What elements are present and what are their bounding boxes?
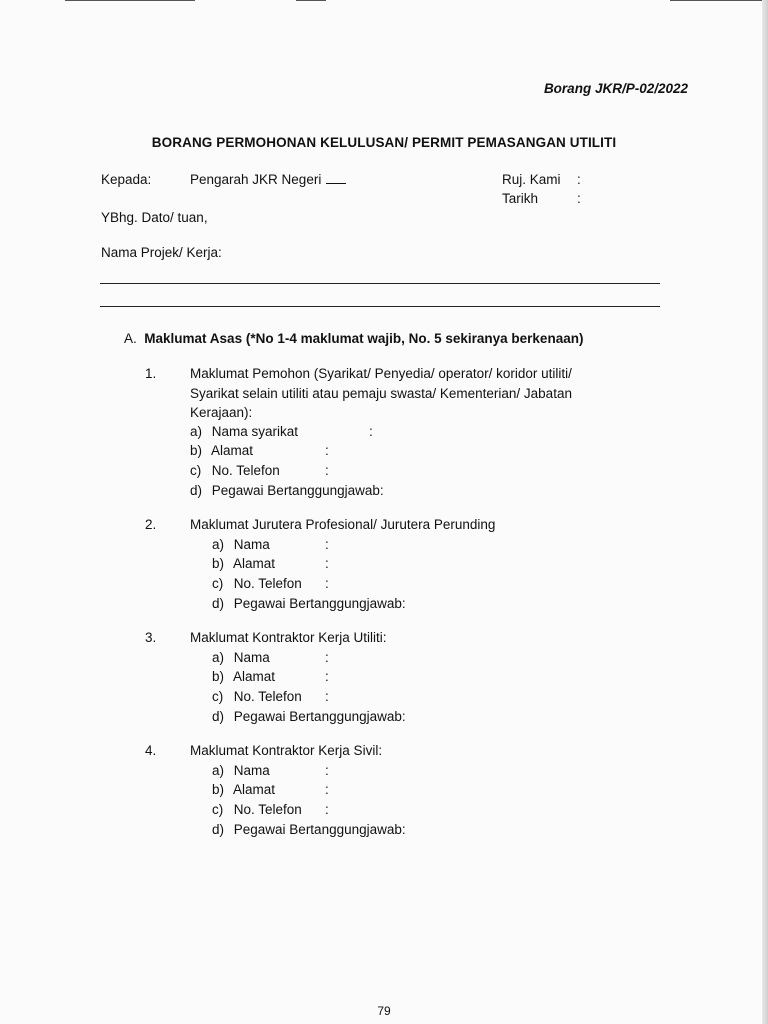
item-3-field-c-colon: : [325, 689, 329, 704]
field-label: Alamat [211, 443, 254, 458]
scan-page-edge [762, 0, 768, 1024]
field-letter: c) [212, 802, 224, 817]
scan-top-line-mid [296, 0, 326, 1]
item-2-field-c-colon: : [325, 576, 329, 591]
section-a-title: Maklumat Asas (*No 1-4 maklumat wajib, No. 5 sekiranya berkenaan) [144, 331, 584, 346]
item-4-field-a [212, 763, 270, 778]
field-letter: a) [190, 424, 203, 439]
scan-top-line-left [65, 0, 195, 1]
scan-top-line-right [670, 0, 768, 1]
field-label: Pegawai Bertanggungjawab: [211, 483, 384, 498]
item-1-field-a [190, 424, 298, 439]
item-1-field-d [190, 483, 384, 498]
kepada-label: Kepada: [101, 172, 152, 187]
field-letter: a) [212, 650, 225, 665]
item-2-text [190, 515, 495, 535]
item-1-line-2: Syarikat selain utiliti atau pemaju swasta/ Kementerian/ Jabatan [190, 385, 572, 401]
field-letter: a) [212, 537, 225, 552]
item-4-number: 4. [145, 743, 157, 758]
field-letter: c) [212, 576, 224, 591]
item-2-field-b [212, 556, 275, 571]
field-label: Alamat [233, 782, 276, 797]
item-4-line-1: Maklumat Kontraktor Kerja Sivil: [190, 743, 383, 758]
item-4-field-a-colon: : [325, 763, 329, 778]
project-rule-1 [100, 283, 660, 284]
salutation: YBhg. Dato/ tuan, [101, 210, 208, 225]
field-label: Pegawai Bertanggungjawab: [233, 596, 406, 611]
item-3-field-c [212, 689, 302, 704]
field-label: No. Telefon [233, 802, 302, 817]
item-3-field-a [212, 650, 270, 665]
field-label: Pegawai Bertanggungjawab: [233, 709, 406, 724]
item-1-field-c-colon: : [325, 463, 329, 478]
item-3-line-1: Maklumat Kontraktor Kerja Utiliti: [190, 630, 387, 645]
project-label: Nama Projek/ Kerja: [101, 245, 222, 260]
tarikh-label: Tarikh [502, 191, 539, 206]
ruj-colon: : [577, 172, 581, 187]
field-letter: c) [212, 689, 224, 704]
item-1-field-a-colon: : [369, 424, 373, 439]
kepada-value [190, 172, 346, 187]
item-3-field-d [212, 709, 406, 724]
item-4-field-c-colon: : [325, 802, 329, 817]
field-letter: b) [190, 443, 203, 458]
field-letter: d) [212, 596, 225, 611]
field-label: Nama [233, 763, 270, 778]
field-letter: d) [212, 822, 225, 837]
tarikh-colon: : [577, 191, 581, 206]
field-label: Nama [233, 650, 270, 665]
item-4-field-b [212, 782, 275, 797]
item-1-field-c [190, 463, 280, 478]
field-label: Nama [233, 537, 270, 552]
field-letter: b) [212, 782, 225, 797]
item-4-field-d [212, 822, 406, 837]
item-4-field-b-colon: : [325, 782, 329, 797]
field-label: No. Telefon [233, 576, 302, 591]
item-3-field-a-colon: : [325, 650, 329, 665]
item-1-text [190, 364, 572, 423]
field-label: No. Telefon [211, 463, 280, 478]
field-label: Alamat [233, 669, 276, 684]
field-letter: d) [212, 709, 225, 724]
item-3-number: 3. [145, 630, 157, 645]
item-3-field-b-colon: : [325, 669, 329, 684]
item-1-number: 1. [145, 366, 157, 381]
field-letter: b) [212, 669, 225, 684]
item-2-field-c [212, 576, 302, 591]
item-2-line-1: Maklumat Jurutera Profesional/ Jurutera Perunding [190, 517, 496, 532]
item-4-field-c [212, 802, 302, 817]
field-letter: b) [212, 556, 225, 571]
field-label: No. Telefon [233, 689, 302, 704]
section-a-letter: A. [124, 331, 137, 346]
item-1-field-b-colon: : [325, 443, 329, 458]
field-letter: d) [190, 483, 203, 498]
item-2-field-b-colon: : [325, 556, 329, 571]
project-rule-2 [100, 306, 660, 307]
field-label: Pegawai Bertanggungjawab: [233, 822, 406, 837]
field-letter: c) [190, 463, 202, 478]
kepada-value-text: Pengarah JKR Negeri [190, 172, 322, 187]
field-label: Nama syarikat [211, 424, 299, 439]
field-letter: a) [212, 763, 225, 778]
item-2-field-d [212, 596, 406, 611]
page-number: 79 [377, 1004, 391, 1018]
field-label: Alamat [233, 556, 276, 571]
state-blank-line [326, 183, 346, 184]
form-code: Borang JKR/P-02/2022 [543, 81, 688, 96]
item-2-number: 2. [145, 517, 157, 532]
item-1-line-3: Kerajaan): [190, 405, 253, 420]
item-2-field-a-colon: : [325, 537, 329, 552]
form-title: BORANG PERMOHONAN KELULUSAN/ PERMIT PEMASANGAN UTILITI [151, 135, 617, 150]
section-a-heading [124, 331, 583, 346]
item-2-field-a [212, 537, 270, 552]
item-1-line-1: Maklumat Pemohon (Syarikat/ Penyedia/ operator/ koridor utiliti/ [190, 366, 572, 381]
item-3-field-b [212, 669, 275, 684]
ruj-label: Ruj. Kami [502, 172, 561, 187]
item-4-text [190, 741, 382, 761]
item-3-text [190, 628, 387, 648]
item-1-field-b [190, 443, 253, 458]
